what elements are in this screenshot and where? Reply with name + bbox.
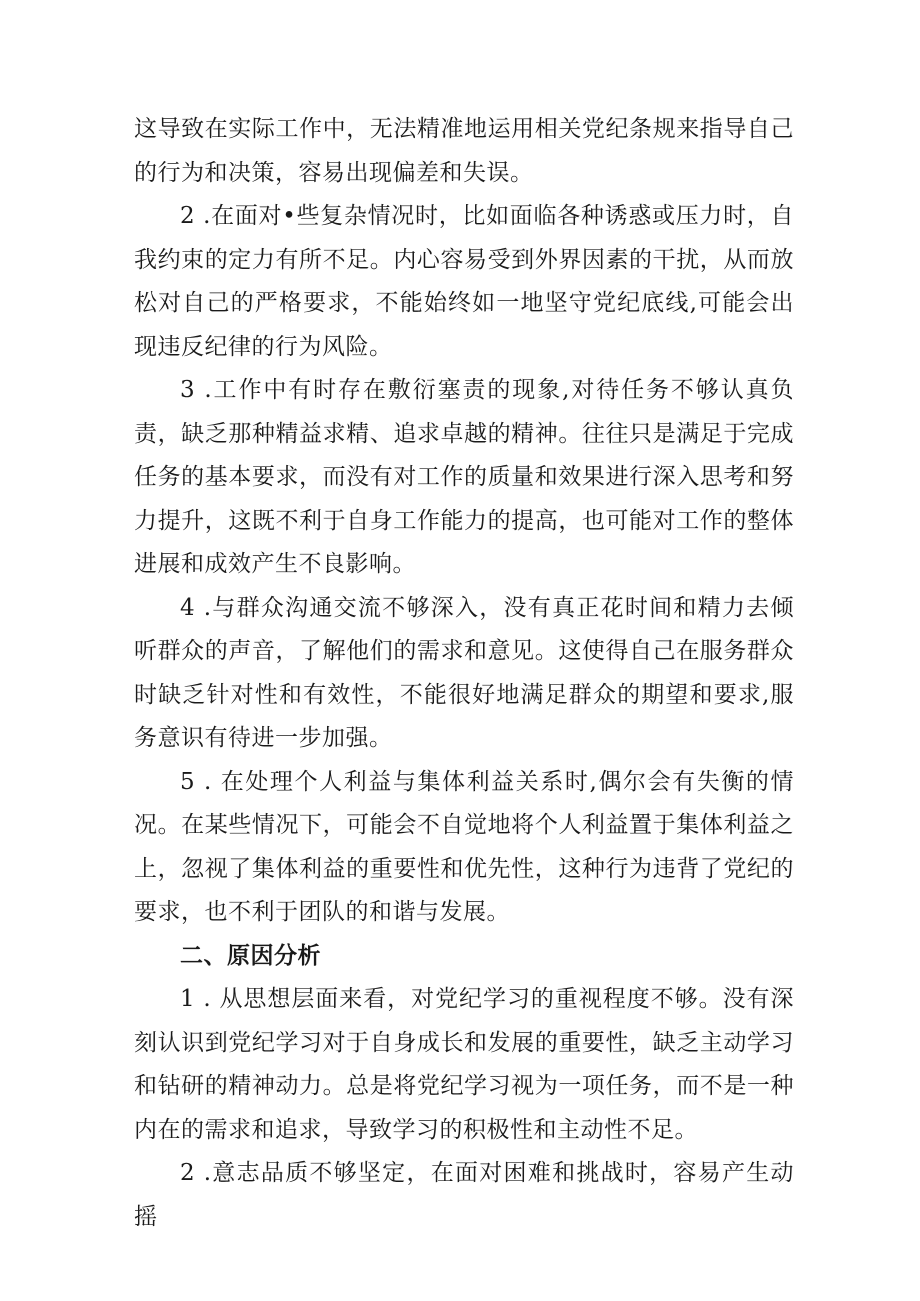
paragraph-item-5: 5 . 在处理个人利益与集体利益关系时,偶尔会有失衡的情况。在某些情况下，可能会不自觉地将个人利益置于集体利益之上，忽视了集体利益的重要性和优先性，这种行为违背了党纪的要求，也不利于团队的和谐与发展。 — [134, 768, 794, 925]
paragraph-cause-2: 2 .意志品质不够坚定，在面对困难和挑战时，容易产生动摇 — [134, 1160, 794, 1230]
paragraph-item-3: 3 .工作中有时存在敷衍塞责的现象,对待任务不够认真负责，缺乏那种精益求精、追求卓越的精神。往往只是满足于完成任务的基本要求，而没有对工作的质量和效果进行深入思考和努力提升，这既不利于自身工作能力的提高，也可能对工作的整体进展和成效产生不良影响。 — [134, 377, 794, 577]
document-body — [134, 108, 794, 1239]
section-heading: 二、原因分析 — [180, 942, 321, 969]
paragraph-item-4: 4 .与群众沟通交流不够深入，没有真正花时间和精力去倾听群众的声音，了解他们的需求和意见。这使得自己在服务群众时缺乏针对性和有效性，不能很好地满足群众的期望和要求,服务意识有待进一步加强。 — [134, 594, 794, 751]
paragraph-item-2: 2 .在面对•些复杂情况时，比如面临各种诱惑或压力时，自我约束的定力有所不足。内心容易受到外界因素的干扰，从而放松对自己的严格要求，不能始终如一地坚守党纪底线,可能会出现违反纪律的行为风险。 — [134, 203, 794, 360]
paragraph-cause-1: 1 . 从思想层面来看，对党纪学习的重视程度不够。没有深刻认识到党纪学习对于自身成长和发展的重要性，缺乏主动学习和钻研的精神动力。总是将党纪学习视为一项任务，而不是一种内在的需求和追求，导致学习的积极性和主动性不足。 — [134, 986, 794, 1143]
paragraph-continuation: 这导致在实际工作中，无法精准地运用相关党纪条规来指导自己的行为和决策，容易出现偏差和失误。 — [134, 116, 794, 186]
